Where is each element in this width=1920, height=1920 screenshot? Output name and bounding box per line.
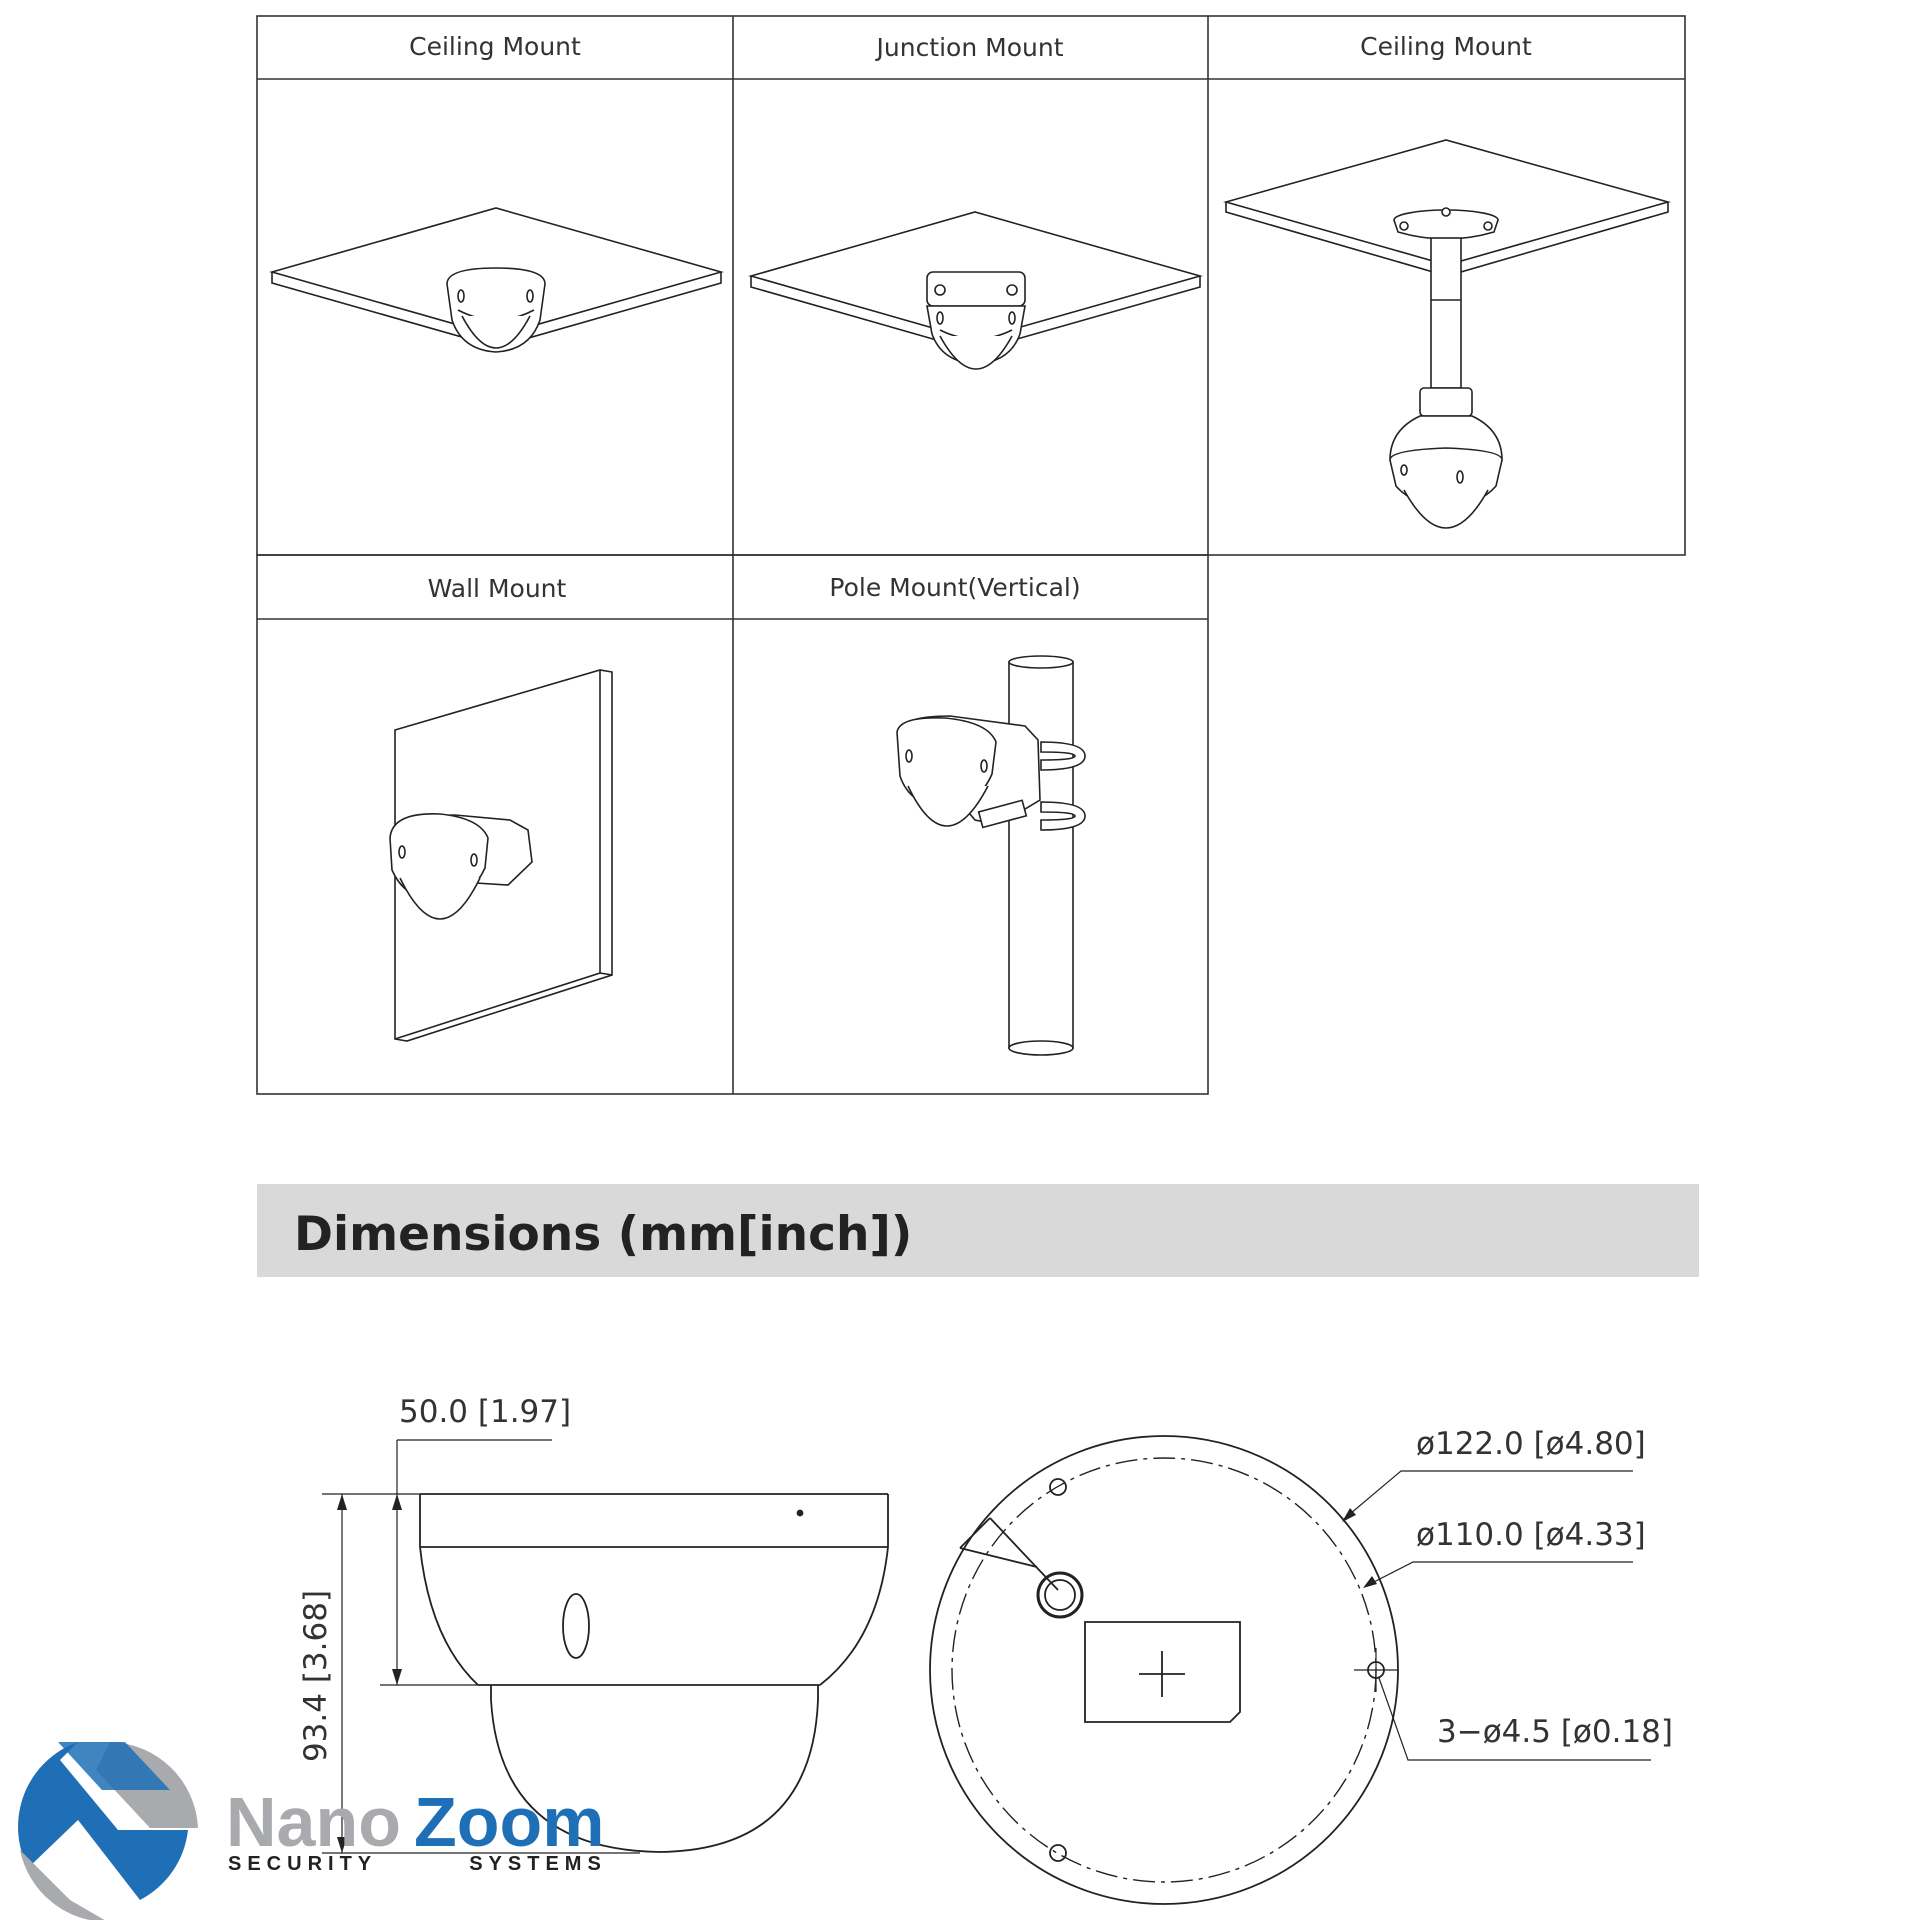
logo-brand-zoom: Zoom xyxy=(414,1783,605,1861)
mount-title-ceiling-1: Ceiling Mount xyxy=(409,32,581,61)
pole-mount-illustration xyxy=(897,656,1085,1055)
nanozoom-emblem xyxy=(18,1742,198,1920)
dimensions-heading: Dimensions (mm[inch]) xyxy=(294,1207,913,1262)
logo-tagline: SECURITY SYSTEMS xyxy=(228,1853,607,1875)
nanozoom-logo xyxy=(18,1742,607,1920)
dim-outer-diameter: ø122.0 [ø4.80] xyxy=(1416,1426,1646,1462)
junction-mount-illustration xyxy=(751,212,1200,369)
wall-mount-illustration xyxy=(390,670,612,1041)
mount-title-ceiling-2: Ceiling Mount xyxy=(1360,32,1532,61)
pendant-mount-illustration xyxy=(1226,140,1668,528)
mount-title-pole: Pole Mount(Vertical) xyxy=(829,573,1081,602)
mount-title-wall: Wall Mount xyxy=(427,574,567,603)
dim-bolt-circle: ø110.0 [ø4.33] xyxy=(1416,1517,1646,1553)
mount-title-junction: Junction Mount xyxy=(876,33,1064,62)
ceiling-mount-illustration xyxy=(272,208,721,352)
dim-total-height: 93.4 [3.68] xyxy=(298,1589,334,1763)
top-view-arrows xyxy=(1342,1508,1377,1588)
dim-top-height: 50.0 [1.97] xyxy=(399,1394,572,1430)
top-view-drawing xyxy=(930,1436,1651,1904)
dim-holes: 3−ø4.5 [ø0.18] xyxy=(1437,1714,1673,1750)
logo-brand-nano: Nano xyxy=(226,1783,401,1861)
side-view-drawing xyxy=(322,1440,888,1853)
